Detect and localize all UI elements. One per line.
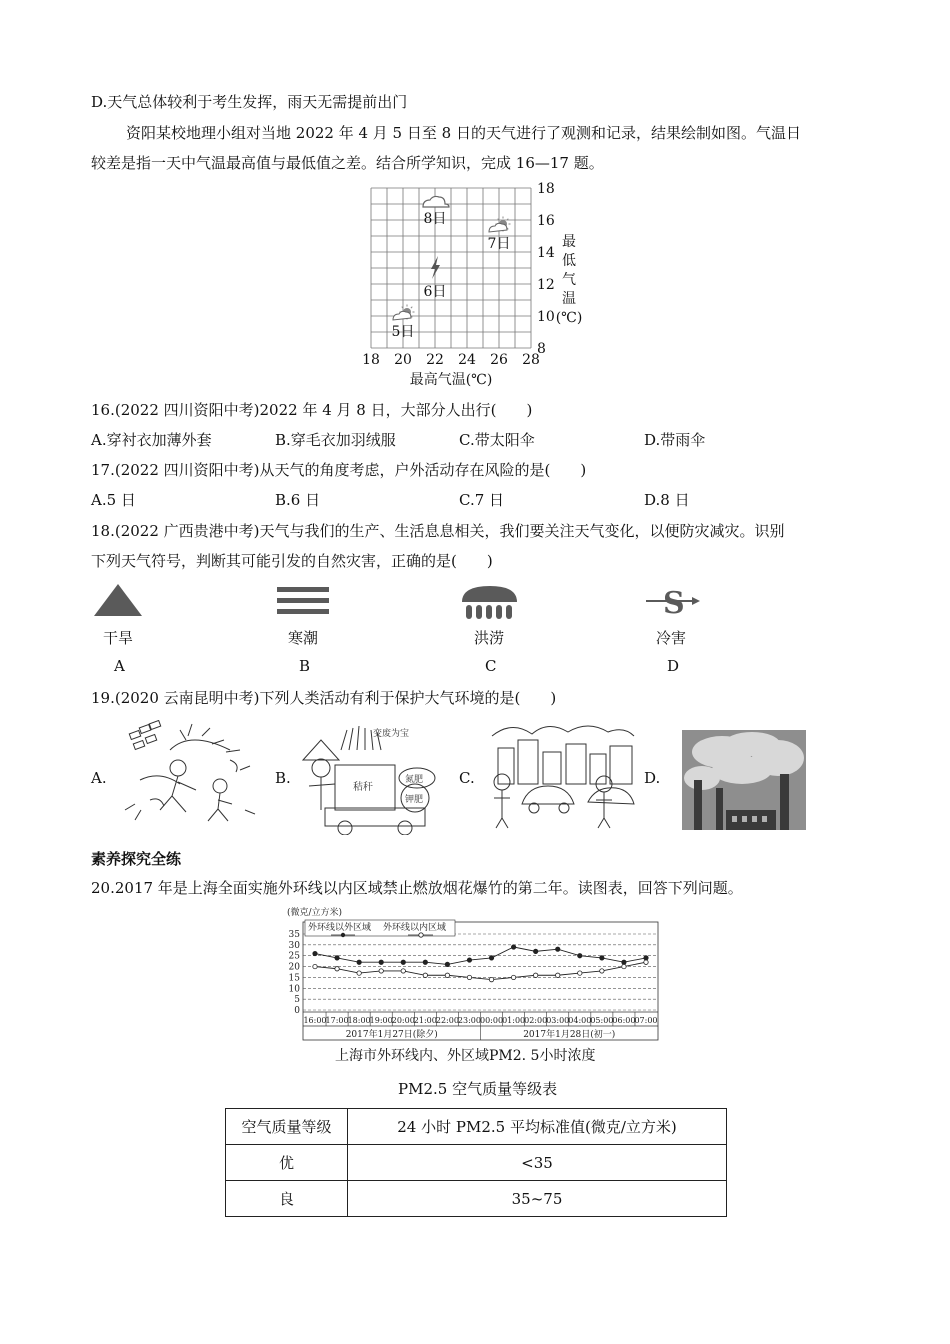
x-tick-label: 23:00 <box>457 1016 481 1025</box>
prev-option-d: D.天气总体较利于考生发挥，雨天无需提前出门 <box>91 93 408 111</box>
date-label: 2017年1月27日(除夕) <box>345 1030 438 1040</box>
inner-series-point <box>445 973 449 977</box>
point-cloudy-icon <box>423 196 449 207</box>
table-cell: 良 <box>226 1181 348 1217</box>
y-tick-label: 30 <box>288 940 300 951</box>
outer-series-point <box>489 956 493 960</box>
fert2-text: 钾肥 <box>405 795 424 805</box>
inner-series-line <box>315 962 646 979</box>
table-row <box>226 1181 727 1217</box>
outer-series-point <box>335 956 339 960</box>
date-label: 2017年1月28日(初一) <box>523 1030 616 1040</box>
legend-inner: 外环线以内区域 <box>383 923 447 933</box>
outer-series-point <box>556 947 560 951</box>
y-tick-label: 0 <box>294 1006 300 1016</box>
pm25-chart <box>285 902 665 1042</box>
point-partly-cloudy-icon <box>489 217 511 233</box>
inner-series-point <box>313 964 317 968</box>
banner-text: 变废为宝 <box>373 729 410 739</box>
x-tick-label: 20 <box>394 352 412 368</box>
table-cell: 优 <box>226 1145 348 1181</box>
q17-option-c[interactable]: C.7 日 <box>459 491 505 509</box>
unit-label: (微克/立方米) <box>287 908 343 918</box>
heavy-rain-icon <box>462 586 517 619</box>
table-title: PM2.5 空气质量等级表 <box>398 1080 558 1098</box>
q18-stem-line-2: 下列天气符号，判断其可能引发的自然灾害，正确的是( ) <box>91 552 493 570</box>
x-tick-label: 05:00 <box>590 1016 614 1025</box>
y-tick-label: 16 <box>537 213 555 229</box>
y-axis-label-char: 最 <box>562 234 576 250</box>
temperature-chart <box>340 178 610 390</box>
q20-stem: 20.2017 年是上海全面实施外环线以内区域禁止燃放烟花爆竹的第二年。读图表，回答下列问题。 <box>91 879 743 897</box>
x-tick-label: 01:00 <box>502 1016 526 1025</box>
inner-series-point <box>423 973 427 977</box>
symbol-caption-b: 寒潮 <box>288 629 319 647</box>
svg-text:S: S <box>663 586 685 621</box>
point-thunder-icon <box>431 256 440 279</box>
q17-option-d[interactable]: D.8 日 <box>644 491 690 509</box>
outer-series-point <box>622 960 626 964</box>
x-tick-label: 02:00 <box>524 1016 548 1025</box>
y-axis-label-char: 气 <box>562 272 576 288</box>
legend-outer: 外环线以外区域 <box>308 923 372 933</box>
three-lines-icon <box>277 587 329 614</box>
outer-series-point <box>423 960 427 964</box>
q16-option-b[interactable]: B.穿毛衣加羽绒服 <box>275 431 396 449</box>
table-cell: <35 <box>348 1145 727 1181</box>
inner-series-point <box>511 975 515 979</box>
x-tick-label: 18 <box>362 352 380 368</box>
inner-series-point <box>467 975 471 979</box>
q19-option-c[interactable]: C. <box>459 769 475 787</box>
outer-series-point <box>578 954 582 958</box>
outer-series-point <box>445 962 449 966</box>
y-tick-label: 18 <box>537 181 555 197</box>
x-tick-label: 06:00 <box>612 1016 636 1025</box>
point-partly-cloudy-icon <box>393 305 415 321</box>
inner-series-point <box>578 971 582 975</box>
sandstorm-icon <box>646 586 700 621</box>
outer-series-point <box>644 956 648 960</box>
straw-recycling-illustration <box>295 720 445 835</box>
outer-series-point <box>533 949 537 953</box>
y-tick-label: 15 <box>288 973 300 984</box>
triangle-icon <box>94 584 142 616</box>
factory-smoke-illustration <box>682 730 806 830</box>
q17-stem: 17.(2022 四川资阳中考)从天气的角度考虑，户外活动存在风险的是( ) <box>91 461 587 479</box>
q17-option-a[interactable]: A.5 日 <box>91 491 136 509</box>
y-tick-label: 8 <box>537 341 546 357</box>
symbol-caption-a: 干旱 <box>103 629 134 647</box>
y-tick-label: 20 <box>288 962 300 973</box>
y-tick-label: 10 <box>537 309 555 325</box>
table-header: 24 小时 PM2.5 平均标准值(微克/立方米) <box>348 1109 727 1145</box>
table-cell: 35~75 <box>348 1181 727 1217</box>
y-tick-label: 12 <box>537 277 555 293</box>
outer-series-point <box>600 956 604 960</box>
section-title: 素养探究全练 <box>91 850 182 868</box>
q19-option-d[interactable]: D. <box>644 769 661 787</box>
point-label: 6日 <box>423 284 447 300</box>
x-tick-label: 20:00 <box>391 1016 415 1025</box>
q19-option-b[interactable]: B. <box>275 769 291 787</box>
y-tick-label: 14 <box>537 245 555 261</box>
table-header: 空气质量等级 <box>226 1109 348 1145</box>
straw-text: 秸秆 <box>353 782 373 793</box>
point-label: 7日 <box>487 236 511 252</box>
x-tick-label: 28 <box>522 352 540 368</box>
q16-option-a[interactable]: A.穿衬衣加薄外套 <box>91 431 212 449</box>
q16-option-d[interactable]: D.带雨伞 <box>644 431 706 449</box>
intro-line-2: 较差是指一天中气温最高值与最低值之差。结合所学知识，完成 16—17 题。 <box>91 154 604 172</box>
pm25-chart-caption: 上海市外环线内、外区域PM2. 5小时浓度 <box>335 1048 596 1064</box>
inner-series-point <box>644 960 648 964</box>
inner-series-point <box>622 964 626 968</box>
inner-series-point <box>600 969 604 973</box>
q19-stem: 19.(2020 云南昆明中考)下列人类活动有利于保护大气环境的是( ) <box>91 689 557 707</box>
q16-option-c[interactable]: C.带太阳伞 <box>459 431 535 449</box>
x-tick-label: 18:00 <box>347 1016 371 1025</box>
symbol-caption-d: 冷害 <box>656 629 687 647</box>
x-axis-label: 最高气温(℃) <box>409 372 493 388</box>
symbol-letter-a[interactable]: A <box>114 657 125 675</box>
table-row <box>226 1145 727 1181</box>
x-tick-label: 19:00 <box>369 1016 393 1025</box>
point-label: 5日 <box>391 324 415 340</box>
y-axis-label-char: 低 <box>562 253 576 269</box>
x-tick-label: 03:00 <box>546 1016 570 1025</box>
intro-line-1: 资阳某校地理小组对当地 2022 年 4 月 5 日至 8 日的天气进行了观测和记录，结果绘制如图。气温日 <box>126 124 801 142</box>
city-traffic-illustration <box>488 718 638 830</box>
air-quality-table <box>225 1108 727 1217</box>
point-label: 8日 <box>423 211 447 227</box>
outer-series-point <box>511 945 515 949</box>
x-tick-label: 24 <box>458 352 476 368</box>
symbol-letter-d[interactable]: D <box>667 657 680 675</box>
inner-series-point <box>489 977 493 981</box>
x-tick-label: 17:00 <box>325 1016 349 1025</box>
x-tick-label: 21:00 <box>413 1016 437 1025</box>
outer-series-point <box>379 960 383 964</box>
x-tick-label: 04:00 <box>568 1016 592 1025</box>
y-axis-label-char: (℃) <box>555 310 583 326</box>
inner-series-point <box>357 971 361 975</box>
inner-series-point <box>335 967 339 971</box>
fert1-text: 氮肥 <box>405 775 424 785</box>
outer-series-point <box>467 958 471 962</box>
x-tick-label: 16:00 <box>303 1016 327 1025</box>
q16-stem: 16.(2022 四川资阳中考)2022 年 4 月 8 日，大部分人出行( ) <box>91 401 533 419</box>
y-tick-label: 25 <box>288 951 300 962</box>
y-tick-label: 35 <box>288 930 300 940</box>
x-tick-label: 26 <box>490 352 508 368</box>
symbol-letter-c[interactable]: C <box>485 657 497 675</box>
inner-series-point <box>533 973 537 977</box>
x-tick-label: 00:00 <box>480 1016 504 1025</box>
inner-series-point <box>401 969 405 973</box>
q17-option-b[interactable]: B.6 日 <box>275 491 321 509</box>
outer-series-point <box>401 960 405 964</box>
y-axis-label-char: 温 <box>562 291 576 307</box>
x-tick-label: 07:00 <box>634 1016 658 1025</box>
fireworks-illustration <box>120 720 260 830</box>
inner-series-point <box>556 973 560 977</box>
symbol-letter-b[interactable]: B <box>299 657 311 675</box>
y-tick-label: 10 <box>288 984 300 995</box>
outer-series-point <box>313 951 317 955</box>
q18-stem-line-1: 18.(2022 广西贵港中考)天气与我们的生产、生活息息相关，我们要关注天气变化，以便防灾减灾。识别 <box>91 522 785 540</box>
x-tick-label: 22:00 <box>435 1016 459 1025</box>
symbol-caption-c: 洪涝 <box>474 629 505 647</box>
y-tick-label: 5 <box>294 995 300 1006</box>
inner-series-point <box>379 969 383 973</box>
x-tick-label: 22 <box>426 352 444 368</box>
q19-option-a[interactable]: A. <box>91 769 107 787</box>
table-header-row <box>226 1109 727 1145</box>
outer-series-point <box>357 960 361 964</box>
